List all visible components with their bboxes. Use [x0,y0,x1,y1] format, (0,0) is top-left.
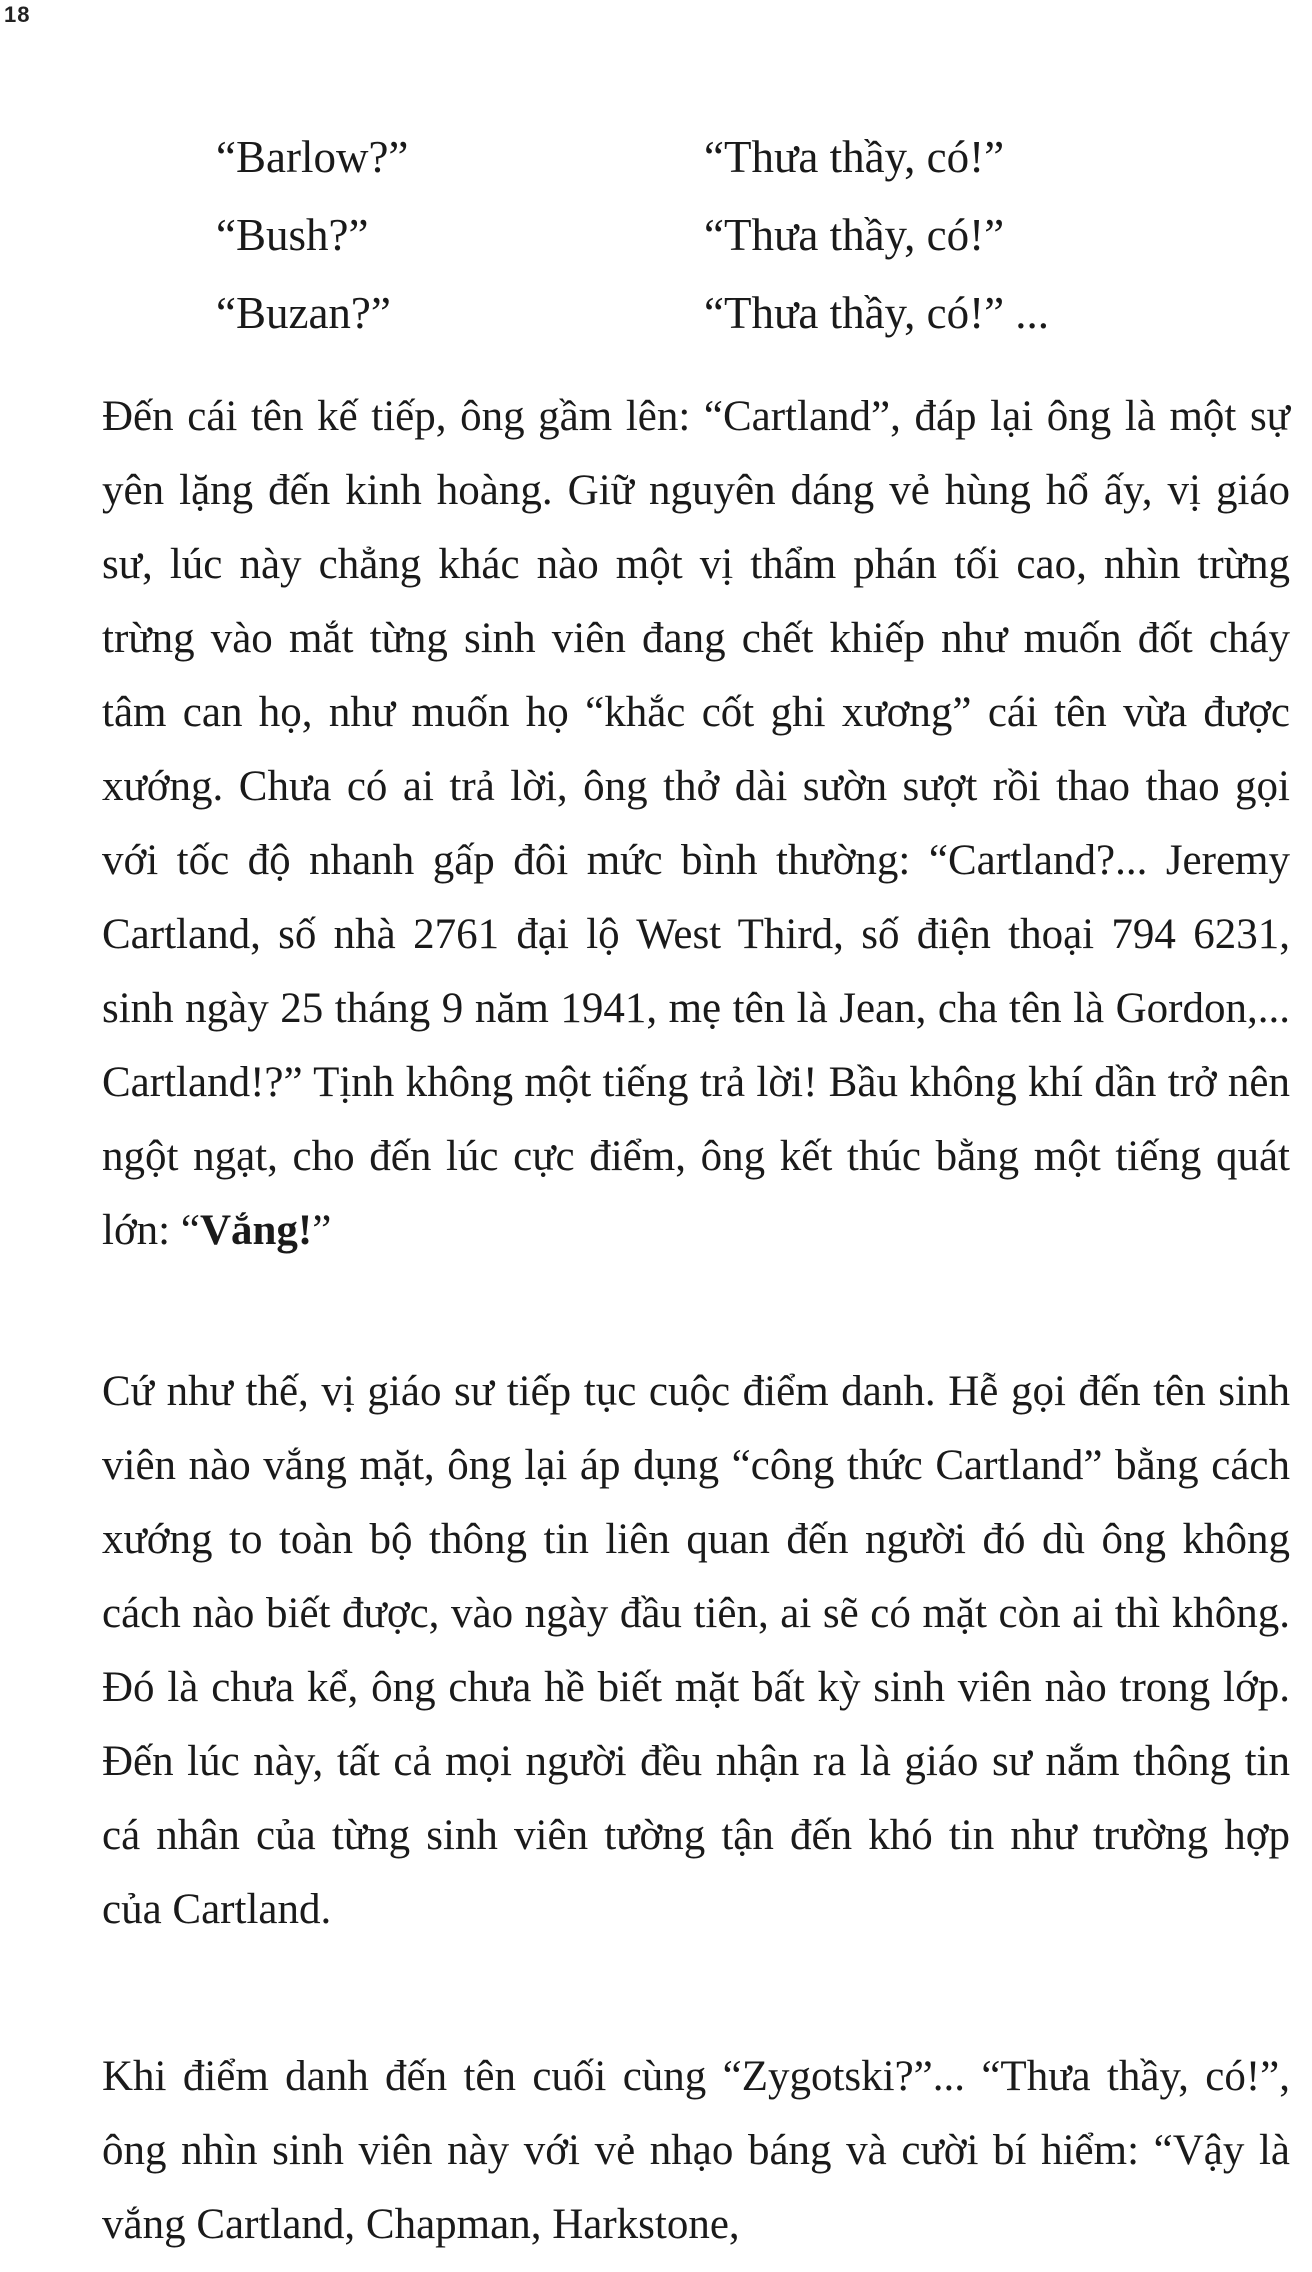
rollcall-list [0,118,1312,352]
paragraph-text: Đến cái tên kế tiếp, ông gầm lên: “Cartland”, đáp lại ông là một sự yên lặng đến kinh hoàng. Giữ nguyên dáng vẻ hùng hổ ấy, vị giáo sư, lúc này chẳng khác nào một vị thẩm phán tối cao, nhìn trừng trừng vào mắt từng sinh viên đang chết khiếp như muốn đốt cháy tâm can họ, như muốn họ “khắc cốt ghi xương” cái tên vừa được xướng. Chưa có ai trả lời, ông thở dài sườn sượt rồi thao thao gọi với tốc độ nhanh gấp đôi mức bình thường: “Cartland?... Jeremy Cartland, số nhà 2761 đại lộ West Third, số điện thoại 794 6231, sinh ngày 25 tháng 9 năm 1941, mẹ tên là Jean, cha tên là Gordon,... Cartland!?” Tịnh không một tiếng trả lời! Bầu không khí dần trở nên ngột ngạt, cho đến lúc cực điểm, ông kết thúc bằng một tiếng quát lớn: “ [102,393,1290,1254]
body-paragraph [102,380,1290,1268]
rollcall-row [0,274,1312,352]
rollcall-reply: “Thưa thầy, có!” ... [704,288,1050,338]
page-number: 18 [4,2,31,27]
body-paragraph: Khi điểm danh đến tên cuối cùng “Zygotski?”... “Thưa thầy, có!”, ông nhìn sinh viên này với vẻ nhạo báng và cười bí hiểm: “Vậy là vắng Cartland, Chapman, Harkstone, [102,2053,1290,2248]
rollcall-name: “Bush?” [216,210,369,260]
emphasis-text: Vắng! [199,1207,313,1254]
rollcall-row [0,196,1312,274]
rollcall-row [0,118,1312,196]
rollcall-reply: “Thưa thầy, có!” [704,132,1005,182]
body-paragraph: Cứ như thế, vị giáo sư tiếp tục cuộc điểm danh. Hễ gọi đến tên sinh viên nào vắng mặt, ông lại áp dụng “công thức Cartland” bằng cách xướng to toàn bộ thông tin liên quan đến người đó dù ông không cách nào biết được, vào ngày đầu tiên, ai sẽ có mặt còn ai thì không. Đó là chưa kể, ông chưa hề biết mặt bất kỳ sinh viên nào trong lớp. Đến lúc này, tất cả mọi người đều nhận ra là giáo sư nắm thông tin cá nhân của từng sinh viên tường tận đến khó tin như trường hợp của Cartland. [102,1368,1290,1933]
rollcall-name: “Buzan?” [216,288,391,338]
rollcall-reply: “Thưa thầy, có!” [704,210,1005,260]
closing-quote: ” [312,1207,332,1254]
rollcall-name: “Barlow?” [216,132,409,182]
